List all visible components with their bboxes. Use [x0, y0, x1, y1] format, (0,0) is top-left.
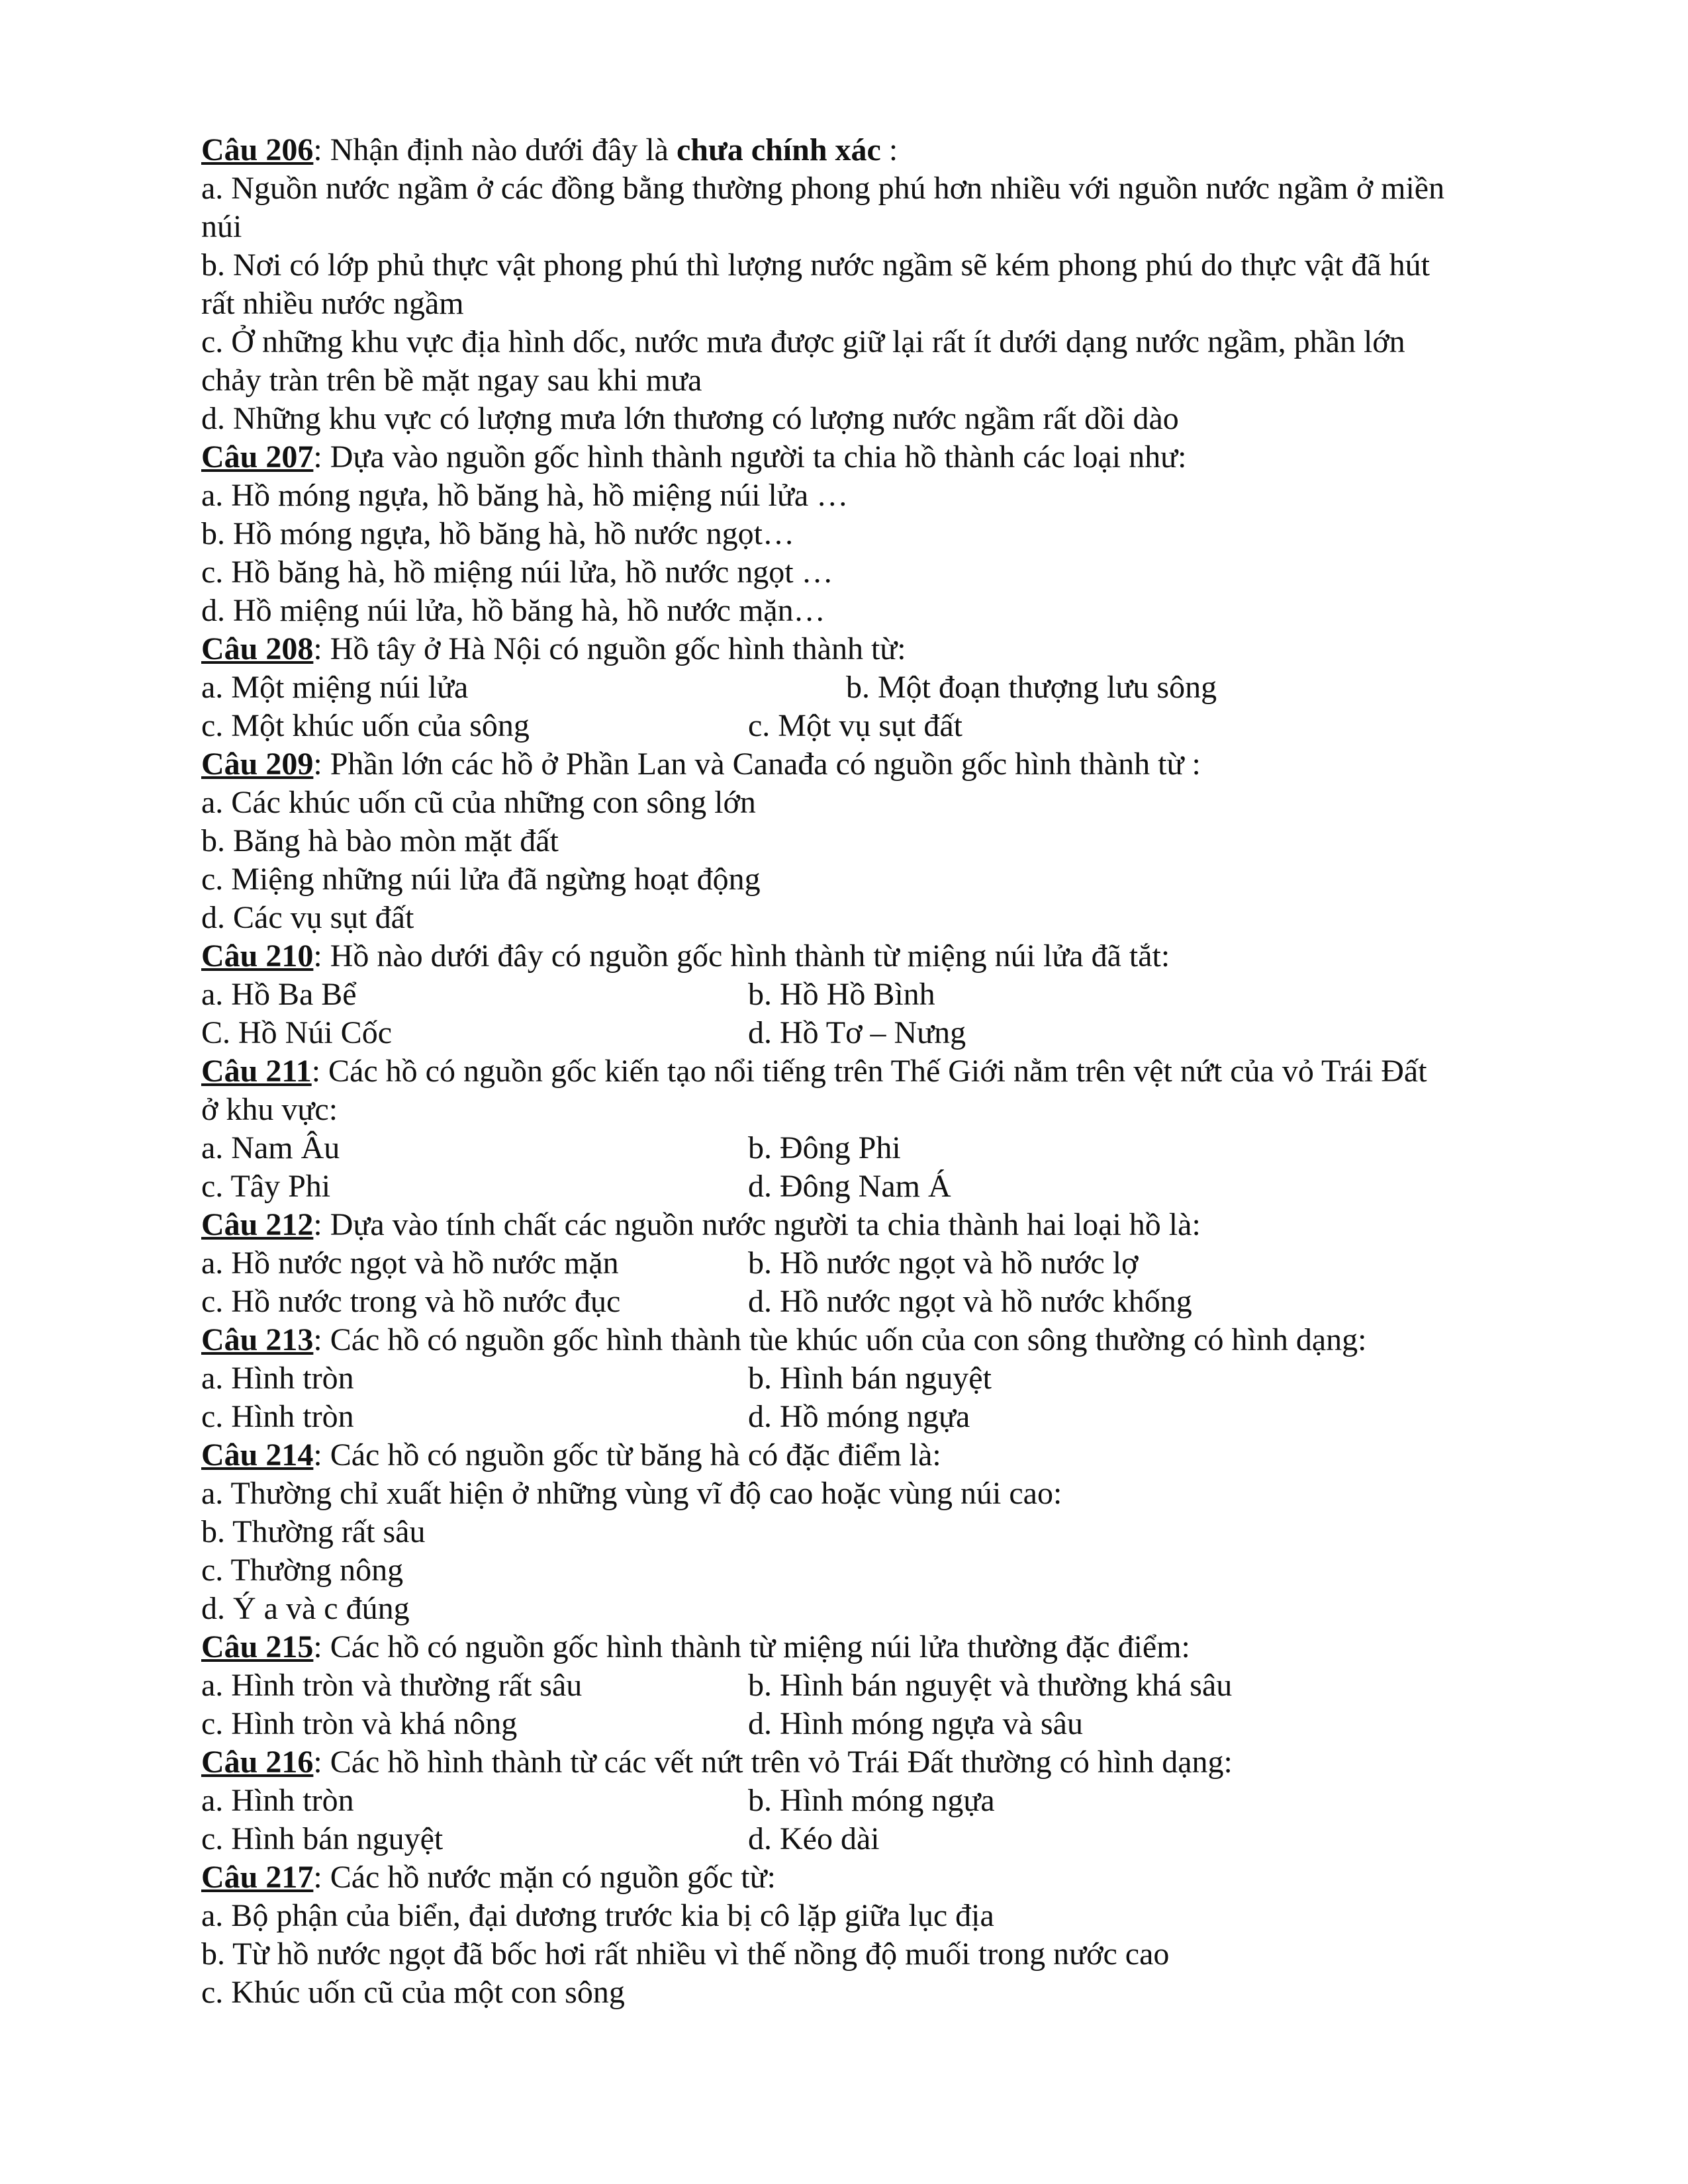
question-number: Câu 209 [201, 747, 314, 782]
question-212 [201, 1206, 1525, 1244]
option-c: c. Ở những khu vực địa hình dốc, nước mưa được giữ lại rất ít dưới dạng nước ngầm, phần lớn [201, 324, 1405, 359]
option-d: d. Hồ nước ngọt và hồ nước khống [748, 1284, 1192, 1319]
options-row [201, 1359, 1525, 1398]
options-row [201, 668, 1525, 707]
question-number: Câu 212 [201, 1207, 314, 1242]
question-207 [201, 438, 1525, 477]
question-text: : Hồ nào dưới đây có nguồn gốc hình thành từ miệng núi lửa đã tắt: [313, 938, 1170, 974]
question-number: Câu 213 [201, 1322, 314, 1357]
document-page [201, 131, 1525, 2012]
option-a: a. Hình tròn [201, 1361, 354, 1396]
option-d: d. Những khu vực có lượng mưa lớn thương có lượng nước ngầm rất dồi dào [201, 401, 1179, 436]
option-c: c. Tây Phi [201, 1169, 331, 1204]
question-number: Câu 207 [201, 439, 314, 475]
question-216 [201, 1743, 1525, 1782]
question-text: : Các hồ nước mặn có nguồn gốc từ: [313, 1860, 776, 1895]
option-b: b. Hồ nước ngọt và hồ nước lợ [748, 1246, 1139, 1281]
option-a: a. Hình tròn [201, 1783, 354, 1818]
option-b-continued: rất nhiều nước ngầm [201, 286, 464, 321]
option-d: d. Hồ miệng núi lửa, hồ băng hà, hồ nước mặn… [201, 593, 825, 628]
question-text: : Các hồ có nguồn gốc kiến tạo nổi tiếng trên Thế Giới nằm trên vệt nứt của vỏ Trái Đất [311, 1054, 1427, 1089]
question-number: Câu 214 [201, 1437, 314, 1473]
option-a-continued: núi [201, 209, 242, 244]
question-text: : Các hồ hình thành từ các vết nứt trên vỏ Trái Đất thường có hình dạng: [313, 1745, 1233, 1780]
options-row [201, 1129, 1525, 1167]
options-row [201, 1167, 1525, 1206]
option-b: b. Hình bán nguyệt [748, 1361, 992, 1396]
question-number: Câu 211 [201, 1054, 312, 1089]
option-c: c. Hồ nước trong và hồ nước đục [201, 1284, 621, 1319]
question-text: : Các hồ có nguồn gốc hình thành tùe khúc uốn của con sông thường có hình dạng: [313, 1322, 1367, 1357]
option-b: b. Hình bán nguyệt và thường khá sâu [748, 1668, 1233, 1703]
question-208 [201, 630, 1525, 668]
question-text: : Dựa vào nguồn gốc hình thành người ta chia hồ thành các loại như: [313, 439, 1187, 475]
option-c: c. Hình bán nguyệt [201, 1821, 444, 1856]
option-b: b. Từ hồ nước ngọt đã bốc hơi rất nhiều vì thế nồng độ muối trong nước cao [201, 1936, 1170, 1972]
options-row [201, 1705, 1525, 1743]
question-emphasis: chưa chính xác [676, 132, 881, 167]
option-c-continued: chảy tràn trên bề mặt ngay sau khi mưa [201, 363, 702, 398]
option-b: b. Băng hà bào mòn mặt đất [201, 823, 559, 858]
options-row [201, 976, 1525, 1014]
option-a: a. Hồ Ba Bể [201, 977, 357, 1012]
question-209 [201, 745, 1525, 784]
options-row [201, 1283, 1525, 1321]
option-c: c. Hồ băng hà, hồ miệng núi lửa, hồ nước ngọt … [201, 555, 833, 590]
option-a: a. Nam Âu [201, 1130, 340, 1165]
options-row [201, 1244, 1525, 1283]
question-text-continued: ở khu vực: [201, 1092, 338, 1127]
option-c: c. Thường nông [201, 1553, 404, 1588]
option-c: c. Khúc uốn cũ của một con sông [201, 1975, 625, 2010]
question-213 [201, 1321, 1525, 1359]
option-d: d. Kéo dài [748, 1821, 880, 1856]
option-c: c. Hình tròn [201, 1399, 354, 1434]
question-211 [201, 1052, 1525, 1091]
option-b: b. Nơi có lớp phủ thực vật phong phú thì lượng nước ngầm sẽ kém phong phú do thực vật đã hút [201, 248, 1430, 283]
question-number: Câu 206 [201, 132, 314, 167]
option-a: a. Hồ nước ngọt và hồ nước mặn [201, 1246, 619, 1281]
option-d: d. Các vụ sụt đất [201, 900, 414, 935]
option-b: b. Hồ Hồ Bình [748, 977, 935, 1012]
option-c: c. Một khúc uốn của sông [201, 708, 530, 743]
question-text: : Phần lớn các hồ ở Phần Lan và Canađa có nguồn gốc hình thành từ : [313, 747, 1201, 782]
question-text: : Các hồ có nguồn gốc hình thành từ miệng núi lửa thường đặc điểm: [313, 1629, 1190, 1664]
option-a: a. Hình tròn và thường rất sâu [201, 1668, 583, 1703]
option-d: d. Hồ Tơ – Nưng [748, 1015, 966, 1050]
option-a: a. Các khúc uốn cũ của những con sông lớn [201, 785, 756, 820]
option-d: c. Một vụ sụt đất [748, 708, 962, 743]
question-number: Câu 217 [201, 1860, 314, 1895]
option-b: b. Hình móng ngựa [748, 1783, 995, 1818]
question-217 [201, 1858, 1525, 1897]
option-a: a. Hồ móng ngựa, hồ băng hà, hồ miệng núi lửa … [201, 478, 849, 513]
question-text: : Các hồ có nguồn gốc từ băng hà có đặc điểm là: [313, 1437, 941, 1473]
question-number: Câu 210 [201, 938, 314, 974]
options-row [201, 707, 1525, 745]
options-row [201, 1782, 1525, 1820]
option-a: a. Bộ phận của biển, đại dương trước kia bị cô lặp giữa lục địa [201, 1898, 994, 1933]
question-214 [201, 1436, 1525, 1475]
question-text: : Hồ tây ở Hà Nội có nguồn gốc hình thành từ: [313, 631, 906, 666]
option-a: a. Một miệng núi lửa [201, 670, 469, 705]
question-number: Câu 208 [201, 631, 314, 666]
question-number: Câu 215 [201, 1629, 314, 1664]
options-row [201, 1014, 1525, 1052]
options-row [201, 1820, 1525, 1858]
question-215 [201, 1628, 1525, 1666]
option-d: d. Hình móng ngựa và sâu [748, 1706, 1083, 1741]
option-b: b. Thường rất sâu [201, 1514, 426, 1549]
question-text: : Dựa vào tính chất các nguồn nước người ta chia thành hai loại hồ là: [313, 1207, 1201, 1242]
option-a: a. Nguồn nước ngầm ở các đồng bằng thường phong phú hơn nhiều với nguồn nước ngầm ở miền [201, 171, 1445, 206]
question-210 [201, 937, 1525, 976]
option-b: b. Một đoạn thượng lưu sông [846, 670, 1217, 705]
option-d: d. Ý a và c đúng [201, 1591, 410, 1626]
option-a: a. Thường chỉ xuất hiện ở những vùng vĩ độ cao hoặc vùng núi cao: [201, 1476, 1062, 1511]
options-row [201, 1398, 1525, 1436]
option-c: C. Hồ Núi Cốc [201, 1015, 392, 1050]
question-text: : Nhận định nào dưới đây là [313, 132, 677, 167]
question-number: Câu 216 [201, 1745, 314, 1780]
options-row [201, 1666, 1525, 1705]
option-b: b. Đông Phi [748, 1130, 901, 1165]
option-c: c. Hình tròn và khá nông [201, 1706, 518, 1741]
option-c: c. Miệng những núi lửa đã ngừng hoạt động [201, 862, 761, 897]
option-b: b. Hồ móng ngựa, hồ băng hà, hồ nước ngọt… [201, 516, 794, 551]
question-text-end: : [880, 132, 898, 167]
option-d: d. Đông Nam Á [748, 1169, 951, 1204]
option-d: d. Hồ móng ngựa [748, 1399, 970, 1434]
question-206 [201, 131, 1525, 169]
